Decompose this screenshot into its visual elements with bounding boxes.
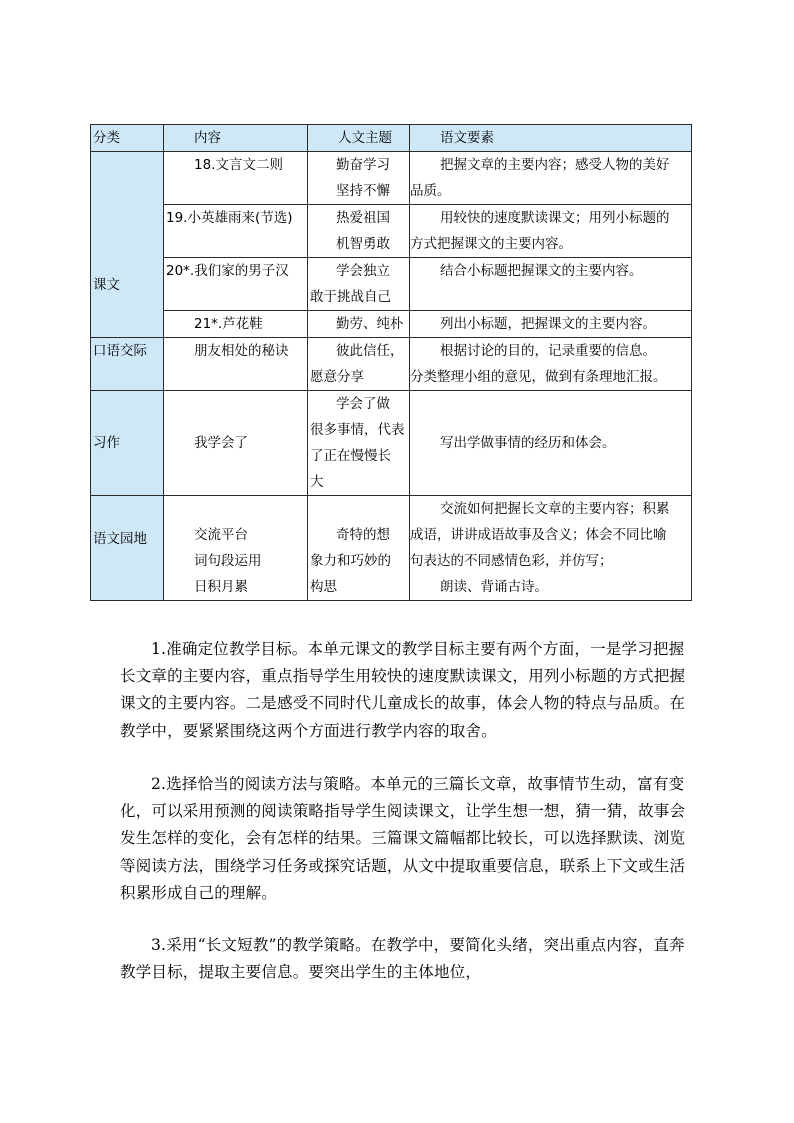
content-cell: 交流平台 词句段运用 日积月累 [164, 496, 308, 601]
header-element: 语文要素 [410, 125, 692, 152]
paragraph-teaching-goals: 1.准确定位教学目标。本单元课文的教学目标主要有两个方面，一是学习把握长文章的主要内容，重点指导学生用较快的速度默读课文，用列小标题的方式把握课文的主要内容。二是感受不同时代儿童成长的故事，体会人物的特点与品质。在教学中，要紧紧围绕这两个方面进行教学内容的取舍。 [120, 640, 686, 740]
header-content: 内容 [164, 125, 308, 152]
table-row [91, 338, 692, 391]
table-row [91, 311, 692, 338]
table-row [91, 258, 692, 311]
element-cell: 交流如何把握长文章的主要内容；积累 成语，讲讲成语故事及含义；体会不同比喻 句表达的不同感情色彩，并仿写； 朗读、背诵古诗。 [410, 496, 692, 601]
element-cell: 列出小标题，把握课文的主要内容。 [410, 311, 692, 338]
content-cell: 19.小英雄雨来(节选) [164, 205, 308, 258]
table-row [91, 391, 692, 496]
content-cell: 18.文言文二则 [164, 152, 308, 205]
paragraph-long-text-strategy: 3.采用“长文短教”的教学策略。在教学中，要简化头绪，突出重点内容，直奔教学目标，提取主要信息。要突出学生的主体地位， [120, 936, 685, 982]
theme-cell: 学会了做 很多事情，代表 了正在慢慢长 大 [308, 391, 410, 496]
category-yuandi: 语文园地 [91, 496, 164, 601]
header-theme: 人文主题 [308, 125, 410, 152]
table-row [91, 205, 692, 258]
table-header-row [91, 125, 692, 152]
category-kouyu: 口语交际 [91, 338, 164, 391]
content-cell: 20*.我们家的男子汉 [164, 258, 308, 311]
content-cell: 朋友相处的秘诀 [164, 338, 308, 391]
content-cell: 我学会了 [164, 391, 308, 496]
element-cell: 把握文章的主要内容；感受人物的美好 品质。 [410, 152, 692, 205]
table-row [91, 152, 692, 205]
category-xizuo: 习作 [91, 391, 164, 496]
theme-cell: 彼此信任， 愿意分享 [308, 338, 410, 391]
theme-cell: 热爱祖国 机智勇敢 [308, 205, 410, 258]
theme-cell: 勤劳、纯朴 [308, 311, 410, 338]
element-cell: 用较快的速度默读课文；用列小标题的 方式把握课文的主要内容。 [410, 205, 692, 258]
element-cell: 结合小标题把握课文的主要内容。 [410, 258, 692, 311]
theme-cell: 奇特的想 象力和巧妙的 构思 [308, 496, 410, 601]
element-cell: 写出学做事情的经历和体会。 [410, 391, 692, 496]
theme-cell: 勤奋学习 坚持不懈 [308, 152, 410, 205]
category-kewen: 课文 [91, 152, 164, 338]
table-row [91, 496, 692, 601]
content-cell: 21*.芦花鞋 [164, 311, 308, 338]
unit-overview-table [90, 124, 692, 601]
header-category: 分类 [91, 125, 164, 152]
paragraph-reading-strategy: 2.选择恰当的阅读方法与策略。本单元的三篇长文章，故事情节生动，富有变化，可以采用预测的阅读策略指导学生阅读课文，让学生想一想，猜一猜，故事会发生怎样的变化，会有怎样的结果。三篇课文篇幅都比较长，可以选择默读、浏览等阅读方法，围绕学习任务或探究话题，从文中提取重要信息，联系上下文或生活积累形成自己的理解。 [120, 775, 686, 902]
theme-cell: 学会独立 敢于挑战自己 [308, 258, 410, 311]
element-cell: 根据讨论的目的，记录重要的信息。 分类整理小组的意见，做到有条理地汇报。 [410, 338, 692, 391]
